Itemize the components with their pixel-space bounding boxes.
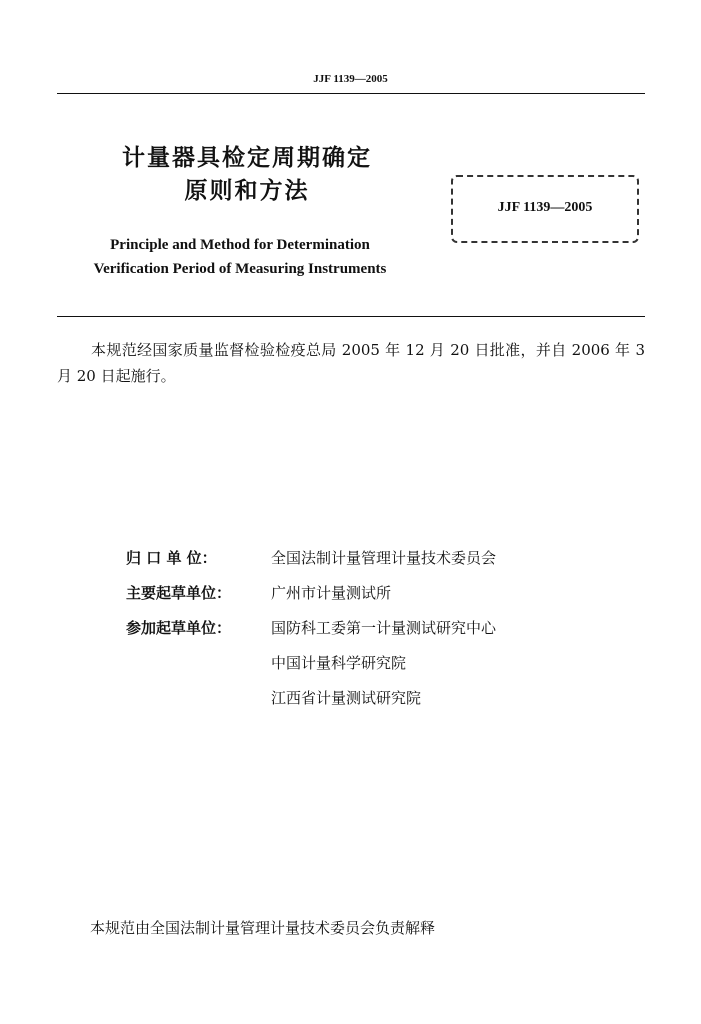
participant-drafter-item: 中国计量科学研究院 (271, 654, 407, 672)
approval-statement: 本规范经国家质量监督检验检疫总局 2005 年 12 月 20 日批准，并自 2006 年 3 月 20 日起施行。 (57, 341, 645, 385)
framed-standard-code: JJF 1139—2005 (497, 200, 593, 215)
main-drafter-value: 广州市计量测试所 (271, 584, 392, 602)
title-divider-rule (57, 316, 645, 317)
participant-drafter-item: 江西省计量测试研究院 (271, 689, 422, 707)
responsible-unit-value: 全国法制计量管理计量技术委员会 (271, 549, 497, 567)
english-title-line-1: Principle and Method for Determination (110, 237, 370, 253)
participant-drafter-item: 国防科工委第一计量测试研究中心 (271, 619, 497, 637)
english-title-line-2: Verification Period of Measuring Instruments (93, 261, 387, 277)
chinese-title-line-2: 原则和方法 (184, 178, 310, 204)
interpretation-note: 本规范由全国法制计量管理计量技术委员会负责解释 (90, 919, 436, 937)
chinese-title-line-1: 计量器具检定周期确定 (122, 145, 372, 171)
participant-drafters-label: 参加起草单位： (126, 619, 232, 637)
header-rule (57, 93, 645, 94)
english-title (55, 233, 425, 281)
responsible-unit-label: 归 口 单 位： (126, 549, 217, 567)
chinese-title (107, 142, 387, 208)
main-drafter-label: 主要起草单位： (126, 584, 232, 602)
header-standard-code: JJF 1139—2005 (313, 73, 388, 85)
